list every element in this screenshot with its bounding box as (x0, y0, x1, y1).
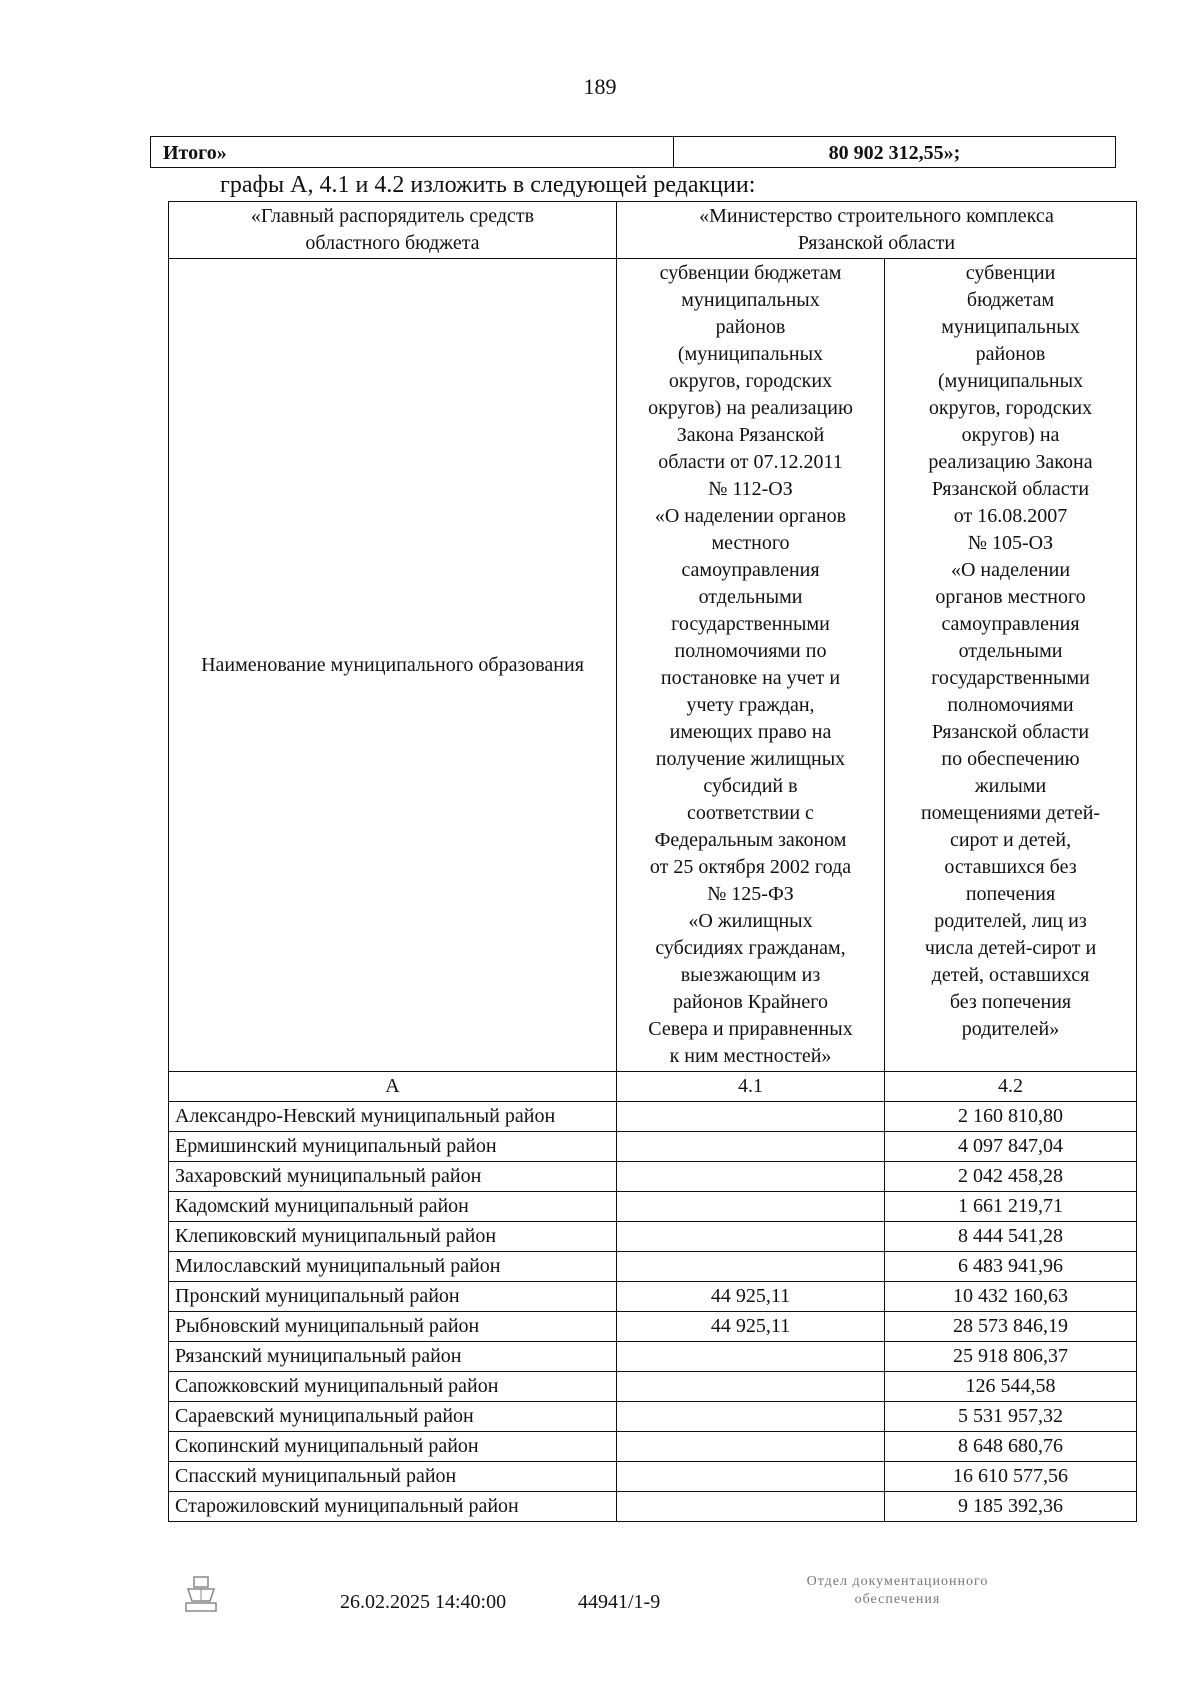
header-top-left: «Главный распорядитель средств областного бюджета (169, 202, 617, 259)
row-value-41 (617, 1432, 885, 1462)
row-name: Ермишинский муниципальный район (169, 1132, 617, 1162)
table-row (169, 1162, 1137, 1192)
col-label-41: 4.1 (617, 1072, 885, 1102)
row-value-41 (617, 1252, 885, 1282)
row-value-42: 2 042 458,28 (885, 1162, 1137, 1192)
col-labels-row (169, 1072, 1137, 1102)
total-label: Итого» (151, 137, 674, 167)
header-col-41: субвенции бюджетам муниципальных районов (муниципальных округов, городских округов) на реализацию Закона Рязанской области от 07.12.2011 № 112-ОЗ «О наделении органов местного самоуправления отдельными государственными полномочиями по постановке на учет и учету граждан, имеющих право на получение жилищных субсидий в соответствии с Федеральным законом от 25 октября 2002 года № 125-ФЗ «О жилищных субсидиях гражданам, выезжающим из районов Крайнего Севера и приравненных к ним местностей» (617, 259, 885, 1072)
footer-doc-number: 44941/1-9 (578, 1591, 661, 1613)
col-label-a: А (169, 1072, 617, 1102)
page-number: 189 (583, 74, 617, 99)
row-name: Милославский муниципальный район (169, 1252, 617, 1282)
row-value-42: 6 483 941,96 (885, 1252, 1137, 1282)
row-value-42: 1 661 219,71 (885, 1192, 1137, 1222)
row-value-41 (617, 1342, 885, 1372)
table-row (169, 1252, 1137, 1282)
row-name: Кадомский муниципальный район (169, 1192, 617, 1222)
row-value-42: 8 444 541,28 (885, 1222, 1137, 1252)
table-row (169, 1462, 1137, 1492)
table-row (169, 1402, 1137, 1432)
row-name: Сараевский муниципальный район (169, 1402, 617, 1432)
row-value-41 (617, 1402, 885, 1432)
row-value-41 (617, 1162, 885, 1192)
row-value-42: 5 531 957,32 (885, 1402, 1137, 1432)
row-value-42: 9 185 392,36 (885, 1492, 1137, 1522)
table-row (169, 1342, 1137, 1372)
table-row (169, 1312, 1137, 1342)
row-name: Скопинский муниципальный район (169, 1432, 617, 1462)
emblem-icon (182, 1575, 220, 1615)
total-value: 80 902 312,55»; (828, 142, 961, 164)
row-value-41 (617, 1102, 885, 1132)
row-value-41 (617, 1372, 885, 1402)
intro-text: графы А, 4.1 и 4.2 изложить в следующей редакции: (220, 172, 756, 198)
row-value-42: 25 918 806,37 (885, 1342, 1137, 1372)
row-name: Старожиловский муниципальный район (169, 1492, 617, 1522)
row-name: Клепиковский муниципальный район (169, 1222, 617, 1252)
header-top-right: «Министерство строительного комплекса Рязанской области (617, 202, 1137, 259)
row-value-41: 44 925,11 (617, 1312, 885, 1342)
table-row (169, 1192, 1137, 1222)
header-name: Наименование муниципального образования (169, 259, 617, 1072)
table-row (169, 1102, 1137, 1132)
row-name: Рыбновский муниципальный район (169, 1312, 617, 1342)
footer (0, 1573, 1200, 1633)
row-value-41: 44 925,11 (617, 1282, 885, 1312)
row-value-41 (617, 1462, 885, 1492)
footer-datetime: 26.02.2025 14:40:00 (340, 1591, 507, 1613)
row-value-42: 10 432 160,63 (885, 1282, 1137, 1312)
row-name: Александро-Невский муниципальный район (169, 1102, 617, 1132)
budget-table (168, 201, 1137, 1522)
row-value-41 (617, 1222, 885, 1252)
row-value-41 (617, 1192, 885, 1222)
row-name: Спасский муниципальный район (169, 1462, 617, 1492)
row-value-41 (617, 1132, 885, 1162)
header-row-main (169, 259, 1137, 1072)
col-label-42: 4.2 (885, 1072, 1137, 1102)
table-row (169, 1492, 1137, 1522)
table-row (169, 1222, 1137, 1252)
office-stamp: Отдел документационного обеспечения (806, 1574, 989, 1608)
total-row (150, 136, 1116, 168)
row-name: Пронский муниципальный район (169, 1282, 617, 1312)
row-value-42: 28 573 846,19 (885, 1312, 1137, 1342)
table-row (169, 1372, 1137, 1402)
table-row (169, 1432, 1137, 1462)
row-value-42: 8 648 680,76 (885, 1432, 1137, 1462)
header-col-42: субвенции бюджетам муниципальных районов (муниципальных округов, городских округов) на реализацию Закона Рязанской области от 16.08.2007 № 105-ОЗ «О наделении органов местного самоуправления отдельными государственными полномочиями Рязанской области по обеспечению жилыми помещениями детей- сирот и детей, оставшихся без попечения родителей, лиц из числа детей-сирот и детей, оставшихся без попечения родителей» (885, 259, 1137, 1072)
row-value-42: 126 544,58 (885, 1372, 1137, 1402)
row-value-42: 4 097 847,04 (885, 1132, 1137, 1162)
table-row (169, 1132, 1137, 1162)
table-row (169, 1282, 1137, 1312)
row-name: Сапожковский муниципальный район (169, 1372, 617, 1402)
row-name: Захаровский муниципальный район (169, 1162, 617, 1192)
row-name: Рязанский муниципальный район (169, 1342, 617, 1372)
row-value-42: 2 160 810,80 (885, 1102, 1137, 1132)
row-value-42: 16 610 577,56 (885, 1462, 1137, 1492)
row-value-41 (617, 1492, 885, 1522)
header-row-top (169, 202, 1137, 259)
